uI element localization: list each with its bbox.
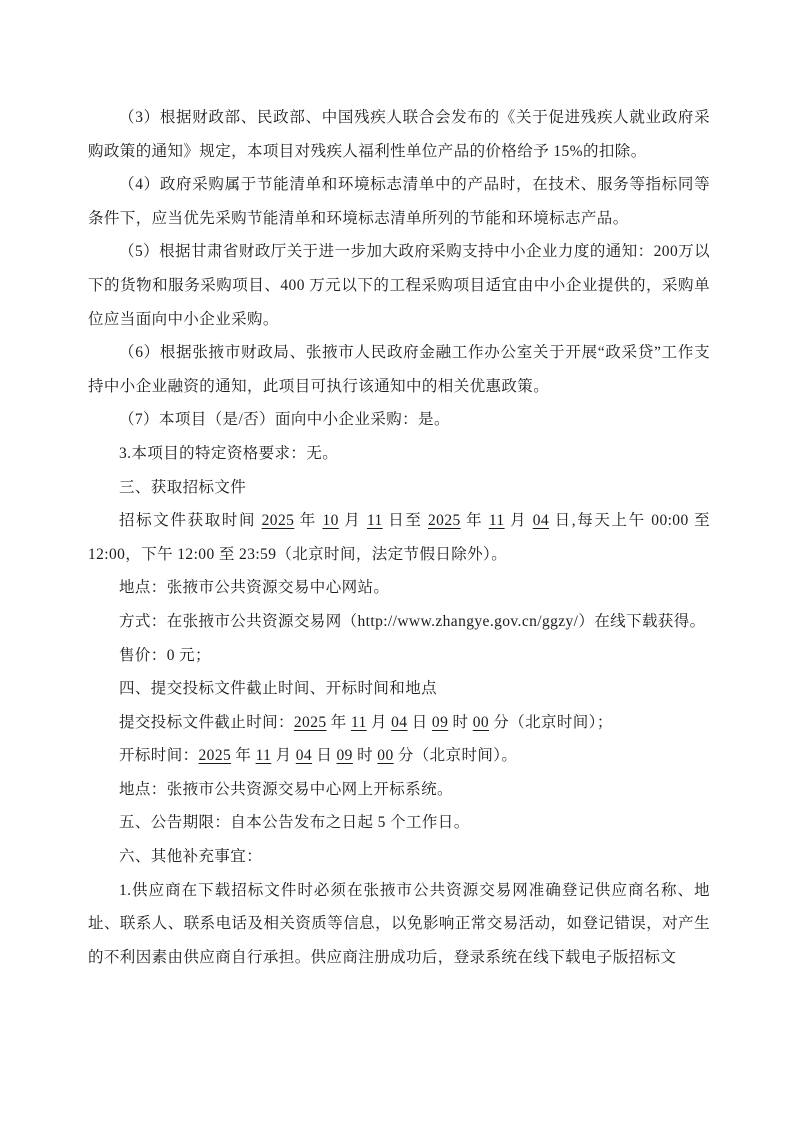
- paragraph: [88, 403, 710, 437]
- text-run: 五、公告期限：自本公告发布之日起 5 个工作日。: [119, 814, 470, 832]
- paragraph: [88, 168, 710, 235]
- paragraph: [88, 739, 710, 773]
- text-run: 月: [366, 713, 392, 731]
- paragraph: [88, 471, 710, 505]
- text-run: 地点：张掖市公共资源交易中心网上开标系统。: [119, 780, 453, 798]
- document-body: [88, 101, 710, 974]
- text-run: 日至: [382, 512, 429, 530]
- underlined-text-run: 00: [377, 747, 394, 765]
- paragraph: [88, 773, 710, 807]
- underlined-text-run: 2025: [261, 512, 295, 530]
- text-run: 招标文件获取时间: [119, 512, 262, 530]
- text-run: 日,每天上午 00:00 至 12:00，下午 12:00 至 23:59（北京时间，法定节假日除外）。: [88, 512, 711, 563]
- underlined-text-run: 10: [322, 512, 339, 530]
- text-run: （4）政府采购属于节能清单和环境标志清单中的产品时，在技术、服务等指标同等条件下，应当优先采购节能清单和环境标志清单所列的节能和环境标志产品。: [88, 176, 710, 227]
- underlined-text-run: 11: [255, 747, 272, 765]
- text-run: 月: [338, 512, 367, 530]
- paragraph: [88, 672, 710, 706]
- paragraph: [88, 605, 710, 639]
- paragraph: [88, 806, 710, 840]
- underlined-text-run: 2025: [293, 713, 327, 731]
- text-run: 月: [271, 747, 296, 765]
- text-run: （5）根据甘肃省财政厅关于进一步加大政府采购支持中小企业力度的通知：200万以下的货物和服务采购项目、400 万元以下的工程采购项目适宜由中小企业提供的，采购单位应当面向中小企业采购。: [88, 243, 710, 328]
- paragraph: [88, 101, 710, 168]
- underlined-text-run: 11: [488, 512, 505, 530]
- text-run: 1.供应商在下载招标文件时必须在张掖市公共资源交易网准确登记供应商名称、地址、联系人、联系电话及相关资质等信息，以免影响正常交易活动，如登记错误，对产生的不利因素由供应商自行承担。供应商注册成功后，登录系统在线下载电子版招标文: [88, 881, 710, 966]
- underlined-text-run: 2025: [428, 512, 461, 530]
- text-run: 售价：0 元；: [119, 646, 211, 664]
- paragraph: [88, 571, 710, 605]
- text-run: 四、提交投标文件截止时间、开标时间和地点: [119, 680, 438, 698]
- text-run: （7）本项目（是/否）面向中小企业采购：是。: [119, 411, 450, 429]
- underlined-text-run: 2025: [198, 747, 232, 765]
- text-run: 方式：在张掖市公共资源交易网（http://www.zhangye.gov.cn/ggzy/）在线下载获得。: [119, 612, 706, 630]
- underlined-text-run: 09: [336, 747, 353, 765]
- text-run: （3）根据财政部、民政部、中国残疾人联合会发布的《关于促进残疾人就业政府采购政策的通知》规定，本项目对残疾人福利性单位产品的价格给予 15%的扣除。: [88, 109, 710, 160]
- text-run: 时: [352, 747, 378, 765]
- text-run: 六、其他补充事宜：: [119, 848, 263, 866]
- text-run: 年: [326, 713, 351, 731]
- paragraph: [88, 336, 710, 403]
- text-run: 分（北京时间）；: [489, 713, 613, 731]
- paragraph: [88, 235, 710, 336]
- text-run: 分（北京时间）。: [393, 747, 518, 765]
- paragraph: [88, 504, 710, 571]
- underlined-text-run: 04: [532, 512, 550, 530]
- text-run: 年: [460, 512, 489, 530]
- underlined-text-run: 00: [472, 713, 489, 731]
- text-run: 日: [407, 713, 432, 731]
- paragraph: [88, 840, 710, 874]
- underlined-text-run: 04: [295, 747, 313, 765]
- text-run: 年: [231, 747, 256, 765]
- underlined-text-run: 11: [350, 713, 367, 731]
- text-run: 地点：张掖市公共资源交易中心网站。: [119, 579, 390, 597]
- text-run: 年: [294, 512, 323, 530]
- paragraph: [88, 437, 710, 471]
- underlined-text-run: 04: [391, 713, 408, 731]
- paragraph: [88, 639, 710, 673]
- text-run: 3.本项目的特定资格要求：无。: [119, 444, 339, 462]
- paragraph: [88, 874, 710, 975]
- text-run: 日: [312, 747, 337, 765]
- underlined-text-run: 11: [366, 512, 383, 530]
- text-run: 开标时间：: [119, 747, 199, 765]
- text-run: 时: [448, 713, 473, 731]
- underlined-text-run: 09: [431, 713, 449, 731]
- text-run: 提交投标文件截止时间：: [119, 713, 294, 731]
- text-run: 三、获取招标文件: [119, 478, 247, 496]
- text-run: （6）根据张掖市财政局、张掖市人民政府金融工作办公室关于开展“政采贷”工作支持中小企业融资的通知，此项目可执行该通知中的相关优惠政策。: [88, 344, 710, 395]
- paragraph: [88, 706, 710, 740]
- text-run: 月: [504, 512, 533, 530]
